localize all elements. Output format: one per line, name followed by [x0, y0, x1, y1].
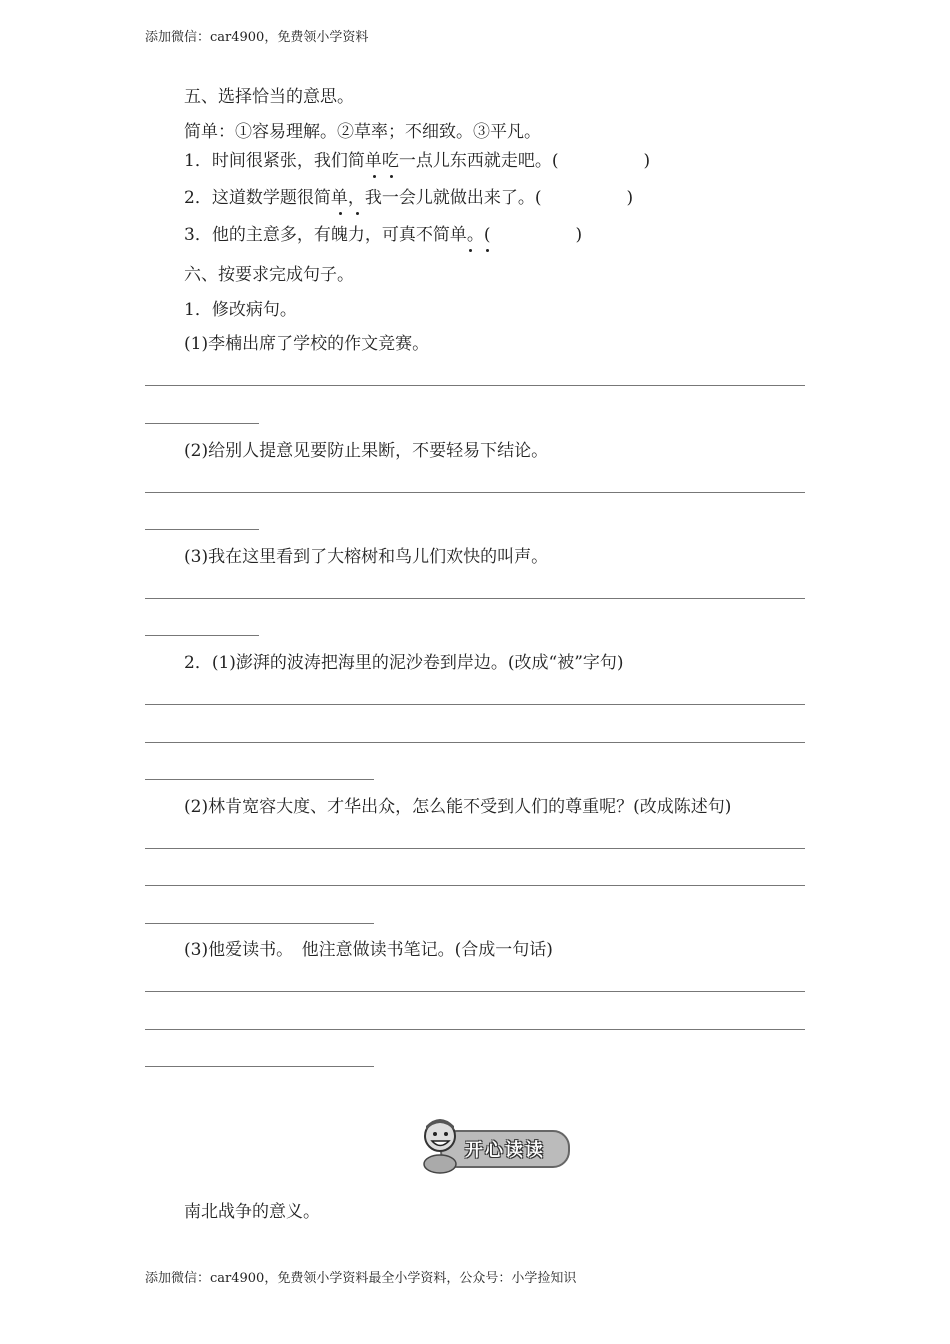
answer-line	[145, 635, 259, 636]
emphasis-dot	[469, 249, 472, 252]
section5-title: 五、选择恰当的意思。	[184, 87, 354, 107]
header-note: 添加微信：car4900，免费领小学资料	[145, 30, 369, 45]
emphasis-dot	[373, 175, 376, 178]
banner-label: 开心读读	[440, 1130, 570, 1168]
answer-line	[145, 1029, 805, 1030]
answer-line	[145, 385, 805, 386]
answer-line	[145, 848, 805, 849]
answer-line	[145, 704, 805, 705]
question-1: 1．时间很紧张，我们简单吃一点儿东西就走吧。( )	[184, 151, 651, 171]
reading-title: 南北战争的意义。	[184, 1202, 320, 1222]
answer-line	[145, 423, 259, 424]
emphasis-dot	[486, 249, 489, 252]
answer-line	[145, 885, 805, 886]
sentence-1: (1)李楠出席了学校的作文竞赛。	[184, 334, 430, 354]
sentence-2: (2)给别人提意见要防止果断，不要轻易下结论。	[184, 441, 549, 461]
answer-line	[145, 1066, 374, 1067]
part1-title: 1．修改病句。	[184, 300, 297, 320]
footer-note: 添加微信：car4900，免费领小学资料最全小学资料，公众号：小学捡知识	[145, 1271, 577, 1286]
answer-line	[145, 492, 805, 493]
section6-title: 六、按要求完成句子。	[184, 265, 354, 285]
question-3: 3．他的主意多，有魄力，可真不简单。( )	[184, 225, 583, 245]
emphasis-dot	[390, 175, 393, 178]
emphasis-dot	[356, 212, 359, 215]
rewrite-sentence-3: (3)他爱读书。 他注意做读书笔记。(合成一句话)	[184, 940, 553, 960]
rewrite-sentence-1: 2．(1)澎湃的波涛把海里的泥沙卷到岸边。(改成“被”字句)	[184, 653, 624, 673]
answer-line	[145, 779, 374, 780]
rewrite-sentence-2: (2)林肯宽容大度、才华出众，怎么能不受到人们的尊重呢？(改成陈述句)	[184, 797, 732, 817]
happy-reading-banner	[418, 1114, 570, 1174]
answer-line	[145, 529, 259, 530]
question-2: 2．这道数学题很简单，我一会儿就做出来了。( )	[184, 188, 634, 208]
sentence-3: (3)我在这里看到了大榕树和鸟儿们欢快的叫声。	[184, 547, 549, 567]
smiling-boy-icon	[418, 1114, 464, 1174]
definition-line: 简单：①容易理解。②草率；不细致。③平凡。	[184, 122, 541, 142]
answer-line	[145, 742, 805, 743]
emphasis-dot	[339, 212, 342, 215]
answer-line	[145, 923, 374, 924]
answer-line	[145, 991, 805, 992]
answer-line	[145, 598, 805, 599]
